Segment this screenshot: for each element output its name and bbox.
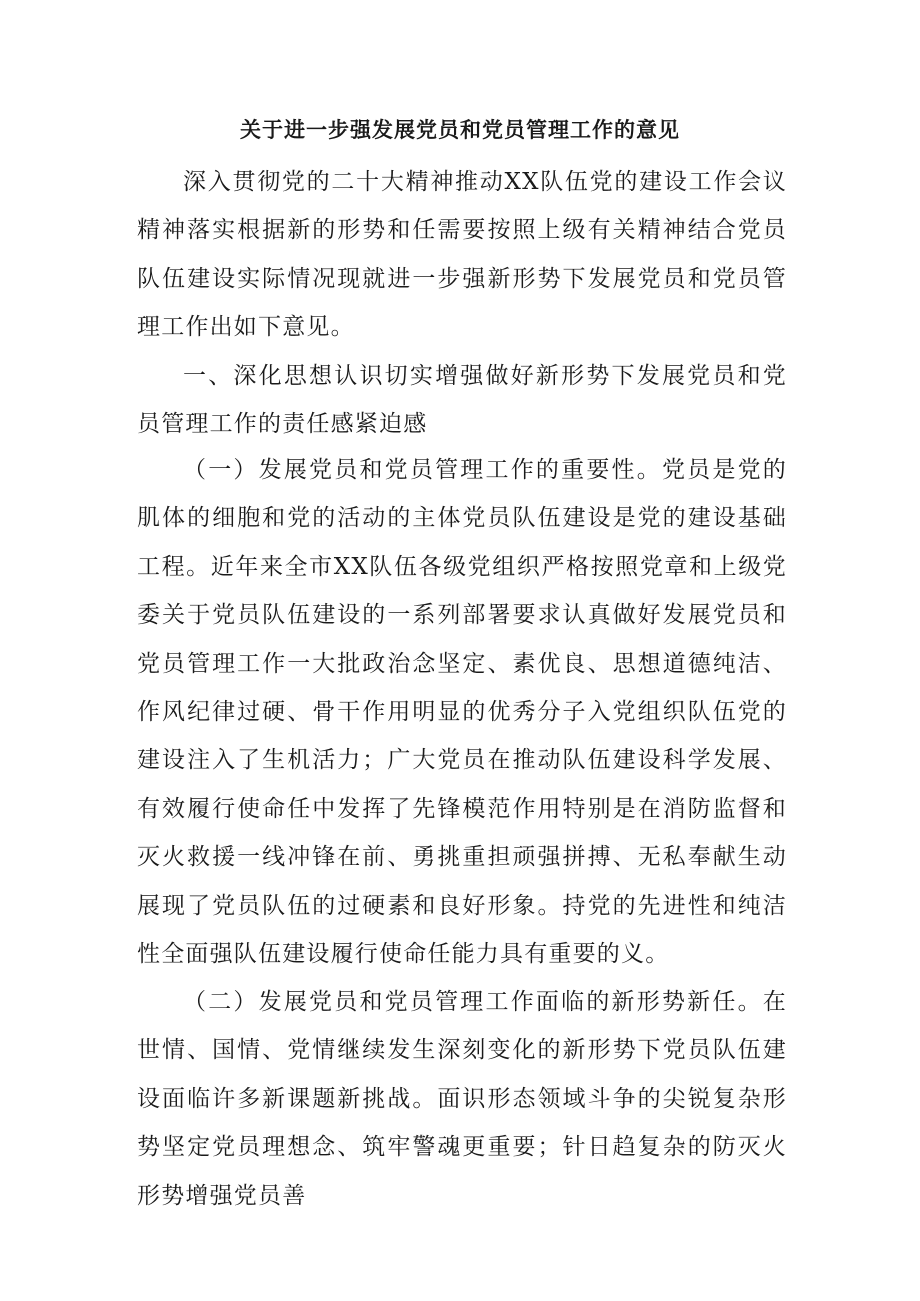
document-title: 关于进一步强发展党员和党员管理工作的意见 bbox=[240, 117, 680, 142]
section-heading-1: 一、深化思想认识切实增强做好新形势下发展党员和党员管理工作的责任感紧迫感 bbox=[137, 363, 787, 438]
paragraph-importance: （一）发展党员和党员管理工作的重要性。党员是党的肌体的细胞和党的活动的主体党员队伍建设是党的建设基础工程。近年来全市XX队伍各级党组织严格按照党章和上级党委关于党员队伍建设的一系列部署要求认真做好发展党员和党员管理工作一大批政治念坚定、素优良、思想道德纯洁、作风纪律过硬、骨干作用明显的优秀分子入党组织队伍党的建设注入了生机活力；广大党员在推动队伍建设科学发展、有效履行使命任中发挥了先锋模范作用特别是在消防监督和灭火救援一线冲锋在前、勇挑重担顽强拼搏、无私奉献生动展现了党员队伍的过硬素和良好形象。持党的先进性和纯洁性全面强队伍建设履行使命任能力具有重要的义。 bbox=[137, 457, 787, 968]
paragraph-new-situation: （二）发展党员和党员管理工作面临的新形势新任。在世情、国情、党情继续发生深刻变化的新形势下党员队伍建设面临许多新课题新挑战。面识形态领域斗争的尖锐复杂形势坚定党员理想念、筑牢警魂更重要；针日趋复杂的防灭火形势增强党员善 bbox=[137, 989, 787, 1209]
paragraph-intro: 深入贯彻党的二十大精神推动XX队伍党的建设工作会议精神落实根据新的形势和任需要按照上级有关精神结合党员队伍建设实际情况现就进一步强新形势下发展党员和党员管理工作出如下意见。 bbox=[137, 169, 787, 341]
